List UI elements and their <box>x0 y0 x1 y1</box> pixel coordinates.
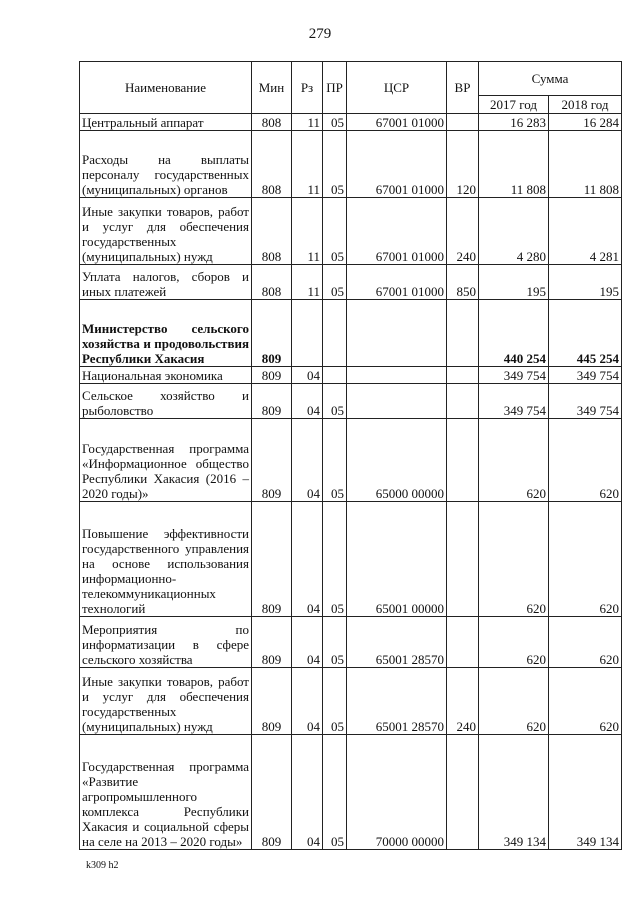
row-min: 809 <box>252 384 292 419</box>
row-2017: 620 <box>479 502 549 617</box>
row-2017: 349 754 <box>479 384 549 419</box>
row-min: 809 <box>252 617 292 668</box>
row-min: 809 <box>252 419 292 502</box>
table-row <box>80 617 622 668</box>
row-name: Государственная программа «Информационное общество Республики Хакасия (2016 – 2020 годы)» <box>80 419 252 502</box>
row-pr: 05 <box>323 502 347 617</box>
row-min: 809 <box>252 367 292 384</box>
row-pr: 05 <box>323 131 347 198</box>
row-csr: 67001 01000 <box>347 265 447 300</box>
row-2018: 620 <box>549 419 622 502</box>
row-min: 808 <box>252 131 292 198</box>
row-2018: 349 134 <box>549 735 622 850</box>
row-min: 808 <box>252 265 292 300</box>
row-min: 808 <box>252 198 292 265</box>
row-2017: 440 254 <box>479 300 549 367</box>
row-2018: 349 754 <box>549 367 622 384</box>
row-rz: 04 <box>292 419 323 502</box>
table-row <box>80 114 622 131</box>
row-name: Мероприятия по информатизации в сфере сельского хозяйства <box>80 617 252 668</box>
row-rz: 11 <box>292 131 323 198</box>
row-vr <box>447 114 479 131</box>
row-2017: 349 754 <box>479 367 549 384</box>
row-min: 809 <box>252 300 292 367</box>
row-pr: 05 <box>323 668 347 735</box>
row-rz: 04 <box>292 502 323 617</box>
row-vr: 120 <box>447 131 479 198</box>
row-csr: 65000 00000 <box>347 419 447 502</box>
row-name: Повышение эффективности государственного управления на основе использования информационно-телекоммуникационных технологий <box>80 502 252 617</box>
row-csr <box>347 367 447 384</box>
row-csr: 67001 01000 <box>347 198 447 265</box>
row-2018: 445 254 <box>549 300 622 367</box>
header-min: Мин <box>252 62 292 114</box>
row-min: 809 <box>252 668 292 735</box>
row-name: Иные закупки товаров, работ и услуг для обеспечения государственных (муниципальных) нужд <box>80 198 252 265</box>
row-rz: 04 <box>292 367 323 384</box>
row-csr: 67001 01000 <box>347 114 447 131</box>
row-min: 809 <box>252 735 292 850</box>
header-2018: 2018 год <box>549 96 622 114</box>
row-min: 809 <box>252 502 292 617</box>
row-vr <box>447 502 479 617</box>
row-vr <box>447 384 479 419</box>
row-name: Сельское хозяйство и рыболовство <box>80 384 252 419</box>
row-vr <box>447 617 479 668</box>
row-2018: 16 284 <box>549 114 622 131</box>
row-2017: 620 <box>479 668 549 735</box>
row-pr: 05 <box>323 617 347 668</box>
row-name: Государственная программа «Развитие агропромышленного комплекса Республики Хакасия и социальной сферы на селе на 2013 – 2020 годы» <box>80 735 252 850</box>
row-min: 808 <box>252 114 292 131</box>
header-vr: ВР <box>447 62 479 114</box>
row-2017: 620 <box>479 419 549 502</box>
row-rz: 04 <box>292 668 323 735</box>
row-vr: 240 <box>447 668 479 735</box>
row-2018: 620 <box>549 617 622 668</box>
row-name: Иные закупки товаров, работ и услуг для обеспечения государственных (муниципальных) нужд <box>80 668 252 735</box>
row-csr <box>347 300 447 367</box>
row-rz: 04 <box>292 617 323 668</box>
row-pr <box>323 300 347 367</box>
row-csr: 65001 00000 <box>347 502 447 617</box>
row-2018: 349 754 <box>549 384 622 419</box>
table-row <box>80 384 622 419</box>
row-csr: 65001 28570 <box>347 668 447 735</box>
header-csr: ЦСР <box>347 62 447 114</box>
row-pr: 05 <box>323 419 347 502</box>
header-2017: 2017 год <box>479 96 549 114</box>
row-2018: 11 808 <box>549 131 622 198</box>
footer-code: k309 h2 <box>86 860 119 871</box>
row-2018: 4 281 <box>549 198 622 265</box>
table-row <box>80 502 622 617</box>
row-2017: 16 283 <box>479 114 549 131</box>
header-pr: ПР <box>323 62 347 114</box>
table-row <box>80 300 622 367</box>
row-vr <box>447 735 479 850</box>
row-csr <box>347 384 447 419</box>
table-row <box>80 367 622 384</box>
table-row <box>80 419 622 502</box>
row-2017: 4 280 <box>479 198 549 265</box>
row-name: Уплата налогов, сборов и иных платежей <box>80 265 252 300</box>
row-vr: 240 <box>447 198 479 265</box>
row-vr <box>447 300 479 367</box>
row-name: Центральный аппарат <box>80 114 252 131</box>
header-rz: Рз <box>292 62 323 114</box>
budget-table <box>79 61 622 850</box>
row-pr: 05 <box>323 384 347 419</box>
row-rz: 11 <box>292 114 323 131</box>
row-vr: 850 <box>447 265 479 300</box>
table-row <box>80 668 622 735</box>
row-vr <box>447 367 479 384</box>
row-csr: 65001 28570 <box>347 617 447 668</box>
row-rz: 11 <box>292 198 323 265</box>
row-pr: 05 <box>323 265 347 300</box>
table-row <box>80 265 622 300</box>
header-sum: Сумма <box>479 62 622 96</box>
page-number: 279 <box>308 26 332 42</box>
row-2018: 620 <box>549 502 622 617</box>
row-2018: 620 <box>549 668 622 735</box>
row-vr <box>447 419 479 502</box>
row-name: Министерство сельского хозяйства и продовольствия Республики Хакасия <box>80 300 252 367</box>
row-rz <box>292 300 323 367</box>
row-rz: 11 <box>292 265 323 300</box>
row-2017: 195 <box>479 265 549 300</box>
row-pr <box>323 367 347 384</box>
row-name: Национальная экономика <box>80 367 252 384</box>
row-pr: 05 <box>323 114 347 131</box>
header-name: Наименование <box>80 62 252 114</box>
row-name: Расходы на выплаты персоналу государственных (муниципальных) органов <box>80 131 252 198</box>
row-pr: 05 <box>323 198 347 265</box>
table-row <box>80 131 622 198</box>
row-pr: 05 <box>323 735 347 850</box>
row-2017: 11 808 <box>479 131 549 198</box>
row-csr: 67001 01000 <box>347 131 447 198</box>
row-rz: 04 <box>292 384 323 419</box>
row-rz: 04 <box>292 735 323 850</box>
row-2018: 195 <box>549 265 622 300</box>
row-csr: 70000 00000 <box>347 735 447 850</box>
row-2017: 620 <box>479 617 549 668</box>
row-2017: 349 134 <box>479 735 549 850</box>
table-row <box>80 735 622 850</box>
table-row <box>80 198 622 265</box>
